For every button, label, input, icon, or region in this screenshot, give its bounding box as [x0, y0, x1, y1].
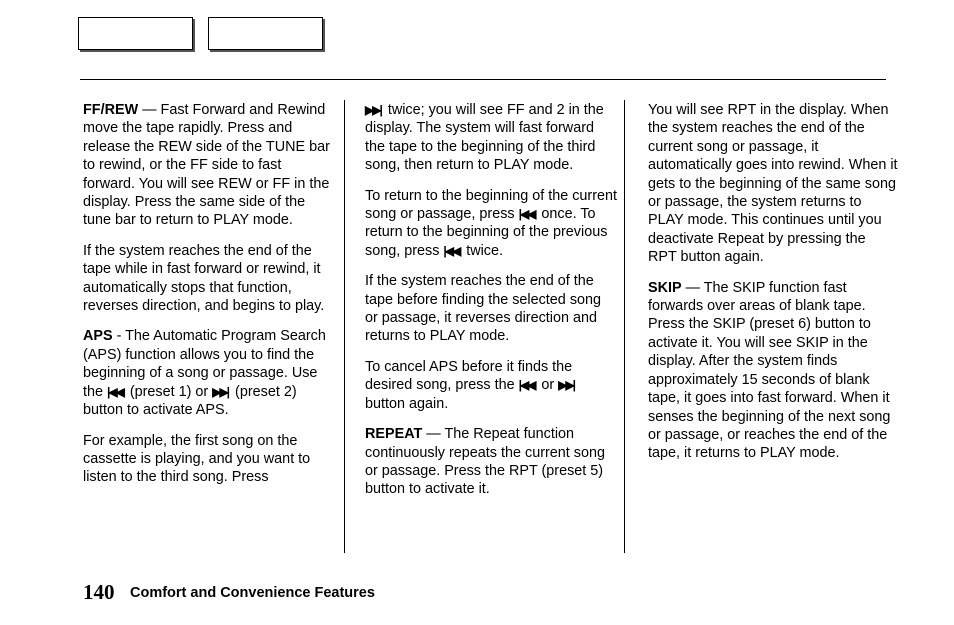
- skip-back-icon: |◀◀: [518, 207, 535, 222]
- header-rule: [80, 79, 886, 80]
- continued-paragraph: [365, 101, 617, 175]
- skip-forward-icon: ▶▶|: [212, 384, 229, 399]
- repeat-paragraph: [365, 425, 617, 499]
- cancel-text-b: or: [537, 377, 559, 394]
- section-title: Comfort and Convenience Features: [130, 585, 375, 601]
- column-divider-1: [344, 100, 345, 553]
- column-1: [83, 101, 331, 499]
- skip-text: — The SKIP function fast forwards over areas of blank tape. Press the SKIP (preset 6) button to activate it. You will see SKIP in the display. After the system finds approximately 15 seconds of blank tape, it goes into fast forward. When it senses the beginning of the next song or passage, or reaches the end of the tape, it returns to PLAY mode.: [648, 279, 891, 462]
- cancel-aps-paragraph: [365, 358, 617, 413]
- nav-tab-1[interactable]: [78, 17, 193, 50]
- end-of-tape-paragraph: If the system reaches the end of the tape while in fast forward or rewind, it automatically stops that function, reverses direction, and begins to play.: [83, 242, 325, 315]
- repeat-heading: REPEAT: [365, 426, 423, 443]
- column-3: [648, 101, 898, 475]
- skip-back-icon: |◀◀: [107, 384, 123, 399]
- example-paragraph: For example, the first song on the cassette is playing, and you want to listen to the third song. Press: [83, 432, 311, 486]
- aps-text-b: (preset 1) or: [125, 383, 213, 400]
- skip-back-icon: |◀◀: [518, 378, 535, 393]
- aps-text-a: - The Automatic Program Search (APS) function allows you to find the beginning of a song or passage. Use the: [83, 328, 326, 400]
- return-beginning-paragraph: [365, 187, 617, 261]
- aps-heading: APS: [83, 328, 113, 345]
- return-text-b: once. To return to the beginning of the previous song, press: [365, 206, 608, 259]
- return-text-c: twice.: [462, 242, 504, 259]
- return-text-a: To return to the beginning of the current song or passage, press: [365, 187, 617, 223]
- nav-tab-2[interactable]: [208, 17, 323, 50]
- skip-back-icon: |◀◀: [443, 243, 460, 258]
- column-divider-2: [624, 100, 625, 553]
- cancel-text-c: button again.: [365, 395, 449, 412]
- ffrew-heading: FF/REW: [83, 102, 139, 118]
- skip-paragraph: [648, 279, 898, 463]
- rpt-display-paragraph: You will see RPT in the display. When the system reaches the end of the current song or passage, it automatically goes into rewind. When it gets to the beginning of the same song or passage, the system returns to PLAY mode. This continues until you deactivate Repeat by pressing the RPT button again.: [648, 102, 898, 266]
- continued-text: twice; you will see FF and 2 in the display. The system will fast forward the tape to the beginning of the third song, then return to PLAY mode.: [365, 102, 604, 174]
- ffrew-text: — Fast Forward and Rewind move the tape rapidly. Press and release the REW side of the TUNE bar to rewind, or the FF side to fast forward. You will see REW or FF in the display. Press the same side of the tune bar to return to PLAY mode.: [83, 102, 330, 229]
- ffrew-paragraph: [83, 101, 331, 230]
- end-before-finding-paragraph: If the system reaches the end of the tape before finding the selected song or passage, it reverses direction and returns to PLAY mode.: [365, 273, 602, 345]
- skip-forward-icon: ▶▶|: [365, 103, 381, 117]
- skip-heading: SKIP: [648, 279, 682, 296]
- aps-paragraph: [83, 327, 331, 419]
- skip-forward-icon: ▶▶|: [558, 378, 575, 393]
- cancel-text-a: To cancel APS before it finds the desired song, press the: [365, 358, 573, 394]
- column-2: [365, 101, 617, 511]
- page-number: 140: [83, 580, 115, 604]
- aps-text-c: (preset 2) button to activate APS.: [83, 383, 297, 419]
- repeat-text: — The Repeat function continuously repeats the current song or passage. Press the RPT (preset 5) button to activate it.: [365, 426, 605, 498]
